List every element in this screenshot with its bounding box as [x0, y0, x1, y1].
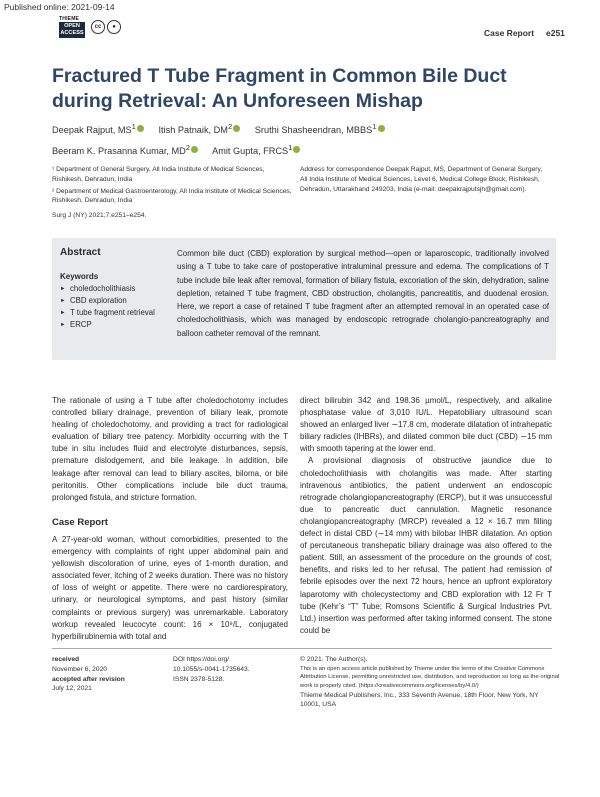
- accepted-label: accepted after revision: [52, 675, 125, 683]
- body-column-right: [300, 395, 552, 637]
- orcid-icon[interactable]: [293, 146, 300, 153]
- published-online-date: Published online: 2021-09-14: [4, 2, 115, 12]
- keyword: ► T tube fragment retrieval: [60, 307, 160, 319]
- abstract-text: Common bile duct (CBD) exploration by surgical method—open or laparoscopic, traditionally involved using a T tube to take care of postoperative intraluminal pressure and edema. The complications of T tube include bile leak after removal, formation of biliary fistula, excoriation of the skin, dehydration, saline depletion, retained T tube fragment, CBD obstruction, cholangitis, pancreatitis, and duodenal erosion. Here, we report a case of retained T tube fragment after an attempted removal in an operated case of choledocholithiasis, which was managed by endoscopic retrograde cholangio-pancreatography and balloon catheter removal of the remnant.: [177, 249, 549, 338]
- affiliations: [52, 165, 292, 208]
- received-date: November 6, 2020: [52, 665, 108, 673]
- logo-open-access: OPEN ACCESS: [60, 23, 84, 36]
- issn: ISSN 2378-5128.: [173, 675, 225, 683]
- keywords-heading: Keywords: [60, 272, 99, 281]
- orcid-icon[interactable]: [378, 125, 385, 132]
- by-icon: ●: [107, 20, 121, 34]
- doi-number[interactable]: 10.1055/s-0041-1735643.: [173, 665, 250, 673]
- correspondence-address: Address for correspondence Deepak Rajput, MS, Department of General Surgery, All India Institute of Medical Sciences, Level 6, Medical College Block, Rishikesh, Dehradun, Uttarakhand 249203, India (e-mail: deepakrajputsjh@gmail.com).: [300, 166, 543, 193]
- received-label: received: [52, 656, 80, 663]
- creative-commons-icon: [91, 20, 131, 34]
- author: Amit Gupta, FRCS$^1$: [212, 146, 300, 156]
- orcid-icon[interactable]: [233, 125, 240, 132]
- cc-icon: cc: [91, 20, 105, 34]
- paragraph: A 27-year-old woman, without comorbidities, presented to the emergency with complaints of right upper abdominal pain and yellowish discoloration of urine, eyes of 1-month duration, and associated fever, itching of 2 weeks duration. There was no history of loss of weight or appetite. There were no cardiorespiratory, urinary, or neurological symptoms, and past history (similar complaints or previous surgery) was unremarkable. Laboratory workup revealed leucocyte count: 16 × 10⁹/L, conjugated hyperbilirubinemia with total and: [52, 534, 288, 641]
- publisher-address: Thieme Medical Publishers, Inc., 333 Seventh Avenue, 18th Floor, New York, NY 10001, USA: [300, 691, 539, 709]
- author-list: [52, 118, 572, 160]
- copyright: © 2021. The Author(s).: [300, 656, 368, 663]
- article-dates: [52, 655, 162, 694]
- author: Sruthi Shasheendran, MBBS$^1$: [255, 125, 385, 135]
- keyword: ► CBD exploration: [60, 295, 160, 307]
- orcid-icon[interactable]: [191, 146, 198, 153]
- license-text: This is an open access article published by Thieme under the terms of the Creative Commons Attribution License, permitting unrestricted use, distribution, and reproduction so long as the original work is properly cited. (https://creativecommons.org/licenses/by/4.0/): [300, 665, 560, 689]
- case-report-heading: Case Report: [52, 516, 108, 528]
- abstract-heading: Abstract: [60, 247, 101, 258]
- footer-divider: [52, 648, 552, 649]
- body-column-left: [52, 395, 288, 643]
- abstract-sidebar: [60, 247, 160, 331]
- section-label: Case Report: [484, 28, 535, 38]
- keyword-list: [60, 283, 160, 331]
- author: Deepak Rajput, $MS^1$: [52, 125, 144, 135]
- author: Beeram K. Prasanna Kumar, $MD^2$: [52, 146, 198, 156]
- author: Itish Patnaik, $DM^2$: [159, 125, 241, 135]
- affiliation: ¹ Department of General Surgery, All India Institute of Medical Sciences, Rishikesh, Dehradun, India: [52, 166, 265, 183]
- orcid-icon[interactable]: [137, 125, 144, 132]
- thieme-open-access-logo: [59, 16, 85, 45]
- paragraph: The rationale of using a T tube after choledochotomy includes controlled biliary drainage, prevention of biliary leak, promote healing of choledochotomy, and providing a tract for radiological evaluation of biliary tree patency. Morbidity occurring with the T tube in situ includes fluid and electrolyte disturbances, sepsis, premature dislodgement, and bile leakage. In addition, bile leakage after removal can lead to biliary ascites, biloma, or bile peritonitis. Other complications include bile duct trauma, prolonged fistula, and stricture formation.: [52, 396, 288, 502]
- affiliation: ² Department of Medical Gastroenterology, All India Institute of Medical Sciences, Rishikesh, Dehradun, India: [52, 187, 292, 205]
- journal-citation: Surg J (NY) 2021;7:e251–e254.: [52, 212, 147, 219]
- accepted-date: July 12, 2021: [52, 685, 92, 693]
- logo-publisher: THIEME: [59, 16, 80, 22]
- article-title: Fractured T Tube Fragment in Common Bile Duct during Retrieval: An Unforeseen Mishap: [52, 65, 507, 112]
- paragraph: A provisional diagnosis of obstructive jaundice due to choledocholithiasis with cholangitis was made. After starting intravenous antibiotics, the patient underwent an endoscopic retrograde cholangiopancreatography (ERCP), but it was unsuccessful due to pancreatic duct cannulation. Magnetic resonance cholangiopancreatography (MRCP) revealed a 12 × 16.7 mm filling defect in distal CBD (∼14 mm) with bilobar IHBR dilatation. An option of percutaneous transhepatic biliary drainage was also offered to the patient. Still, an assessment of the procedure on the grounds of cost, benefits, and risks led to her refusal. The patient had remission of febrile episodes over the next 72 hours, hence an upfront exploratory laparotomy with cholecystectomy and CBD exploration with 12 Fr T tube (Kehr’s “T” Tube; Romsons Scientific & Surgical Industries Pvt. Ltd.) insertion was performed after taking informed consent. The stone could be: [300, 456, 552, 635]
- doi-link[interactable]: DOI https://doi.org/: [173, 656, 230, 663]
- copyright-notice: [300, 655, 560, 710]
- page-number: e251: [546, 28, 565, 38]
- keyword: ► ERCP: [60, 319, 160, 331]
- paragraph: direct bilirubin 342 and 198.36 µmol/L, respectively, and alkaline phosphatase value of 3,010 IU/L. Hepatobiliary ultrasound scan showed an enlarged liver ∼17.8 cm, moderate dilatation of intrahepatic biliary radicles (IHBRs), and dilated common bile duct (CBD) ∼15 mm with smooth tapering at the lower end.: [300, 396, 552, 454]
- article-identifiers: [173, 655, 283, 684]
- keyword: ► choledocholithiasis: [60, 283, 160, 295]
